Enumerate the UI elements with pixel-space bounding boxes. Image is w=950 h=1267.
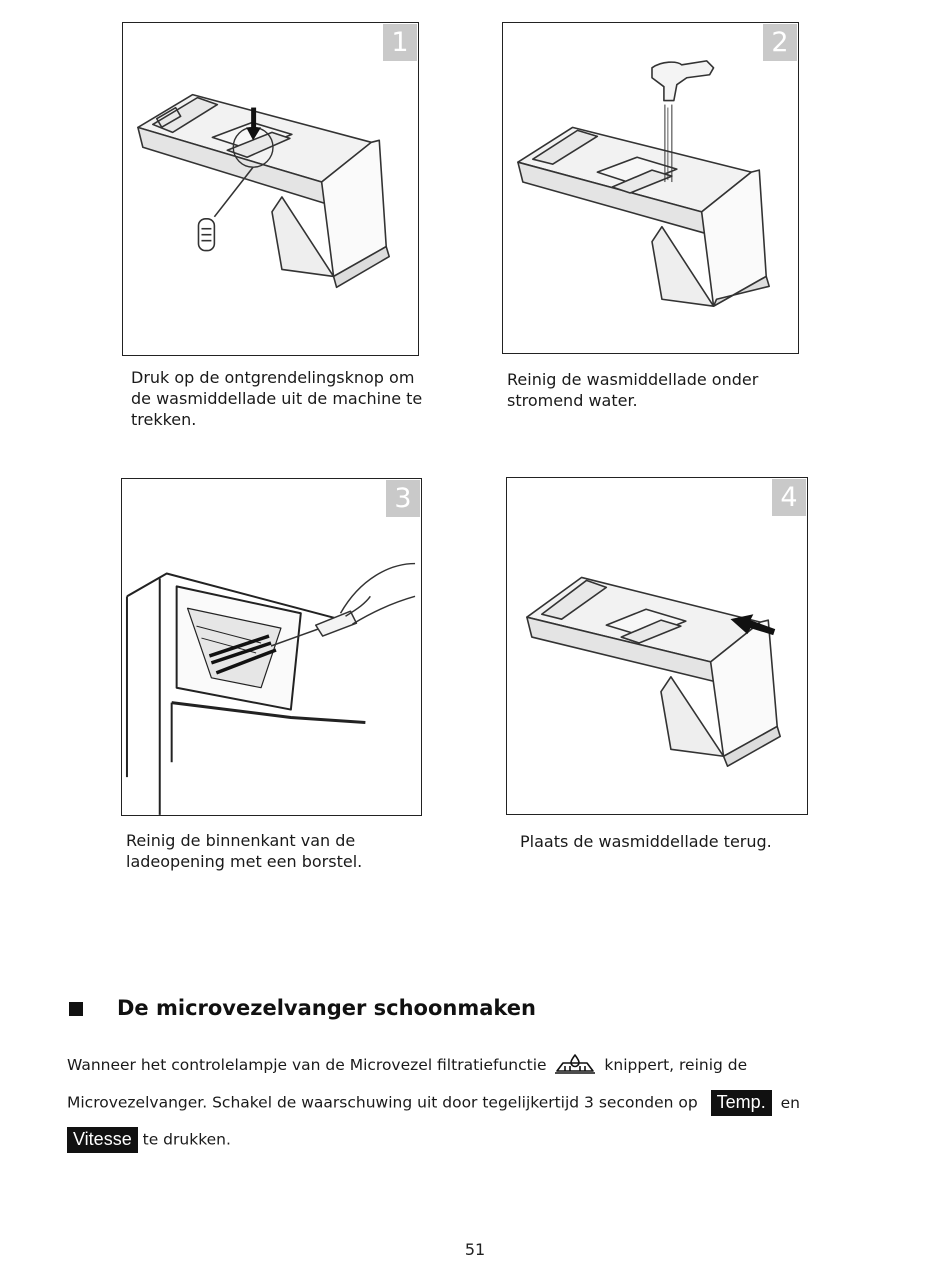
- microfiber-filter-icon: [553, 1054, 597, 1078]
- section-bullet: [69, 1002, 83, 1016]
- step-1-illustration: [122, 22, 419, 356]
- step-4-illustration: [506, 477, 808, 815]
- section-title: De microvezelvanger schoonmaken: [117, 996, 536, 1020]
- paragraph-line-2: Microvezelvanger. Schakel de waarschuwing uit door tegelijkertijd 3 seconden op Temp. en: [67, 1090, 800, 1116]
- step-2-illustration: [502, 22, 799, 354]
- drawer-rinse-drawing: [503, 23, 798, 353]
- step-1-number: 1: [383, 24, 417, 61]
- step-4-number: 4: [772, 479, 806, 516]
- step-1-caption: Druk op de ontgrendelingsknop om de wasmiddellade uit de machine te trekken.: [131, 368, 423, 429]
- page-number: 51: [464, 1240, 486, 1259]
- step-3-number: 3: [386, 480, 420, 517]
- step-3-caption: Reinig de binnenkant van de ladeopening met een borstel.: [126, 831, 363, 871]
- drawer-unlock-drawing: [123, 23, 418, 355]
- temp-key: Temp.: [711, 1090, 772, 1116]
- step-3-illustration: [121, 478, 422, 816]
- step-2-caption: Reinig de wasmiddellade onder stromend water.: [507, 370, 759, 410]
- step-4-caption: Plaats de wasmiddellade terug.: [520, 832, 772, 851]
- drawer-insert-drawing: [507, 478, 807, 814]
- paragraph-line-3: Vitesse te drukken.: [67, 1127, 231, 1153]
- step-2-number: 2: [763, 24, 797, 61]
- brush-cleaning-drawing: [122, 479, 421, 815]
- paragraph-line-1: Wanneer het controlelampje van de Microvezel filtratiefunctie knippert, reinig de: [67, 1054, 747, 1078]
- vitesse-key: Vitesse: [67, 1127, 138, 1153]
